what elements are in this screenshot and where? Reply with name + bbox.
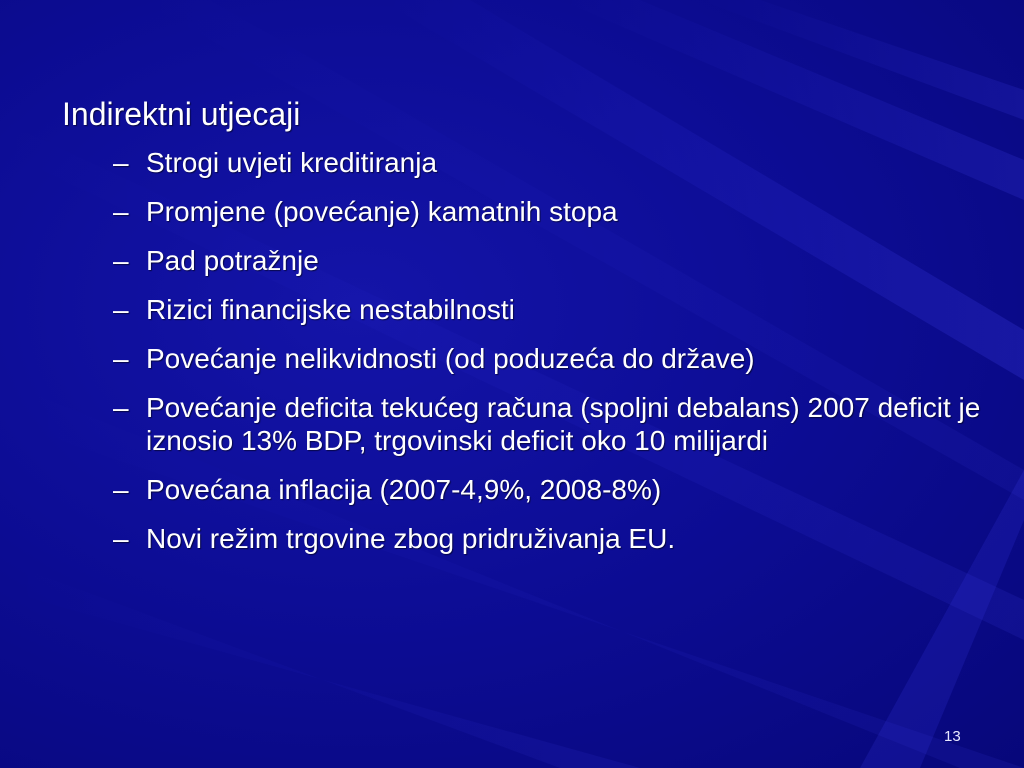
bullet-text: Povećana inflacija (2007-4,9%, 2008-8%) <box>146 474 662 505</box>
bullet-text: Rizici financijske nestabilnosti <box>146 294 515 325</box>
bullet-list <box>62 146 982 555</box>
bullet-text: Strogi uvjeti kreditiranja <box>146 147 438 178</box>
bullet-text: Promjene (povećanje) kamatnih stopa <box>146 196 618 227</box>
bullet-dash: – <box>113 392 129 423</box>
bullet-dash: – <box>113 196 129 227</box>
bullet-text: Novi režim trgovine zbog pridruživanja EU. <box>146 523 676 554</box>
bullet-text: Pad potražnje <box>146 245 319 276</box>
bullet-item <box>62 391 982 457</box>
slide-heading: Indirektni utjecaji <box>62 96 301 132</box>
bullet-dash: – <box>113 294 129 325</box>
slide-content <box>62 94 982 571</box>
bullet-item <box>62 195 982 228</box>
bullet-dash: – <box>113 474 129 505</box>
bullet-item <box>62 342 982 375</box>
bullet-text: Povećanje deficita tekućeg računa (spoljni debalans) 2007 deficit je iznosio 13% BDP, trgovinski deficit oko 10 milijardi <box>146 392 981 456</box>
bullet-dash: – <box>113 147 129 178</box>
bullet-text: Povećanje nelikvidnosti (od poduzeća do države) <box>146 343 755 374</box>
bullet-item <box>62 146 982 179</box>
bullet-item <box>62 293 982 326</box>
bullet-item <box>62 522 982 555</box>
bullet-item <box>62 473 982 506</box>
bullet-dash: – <box>113 245 129 276</box>
page-number: 13 <box>944 728 961 745</box>
bullet-dash: – <box>113 523 129 554</box>
bullet-dash: – <box>113 343 129 374</box>
bullet-item <box>62 244 982 277</box>
